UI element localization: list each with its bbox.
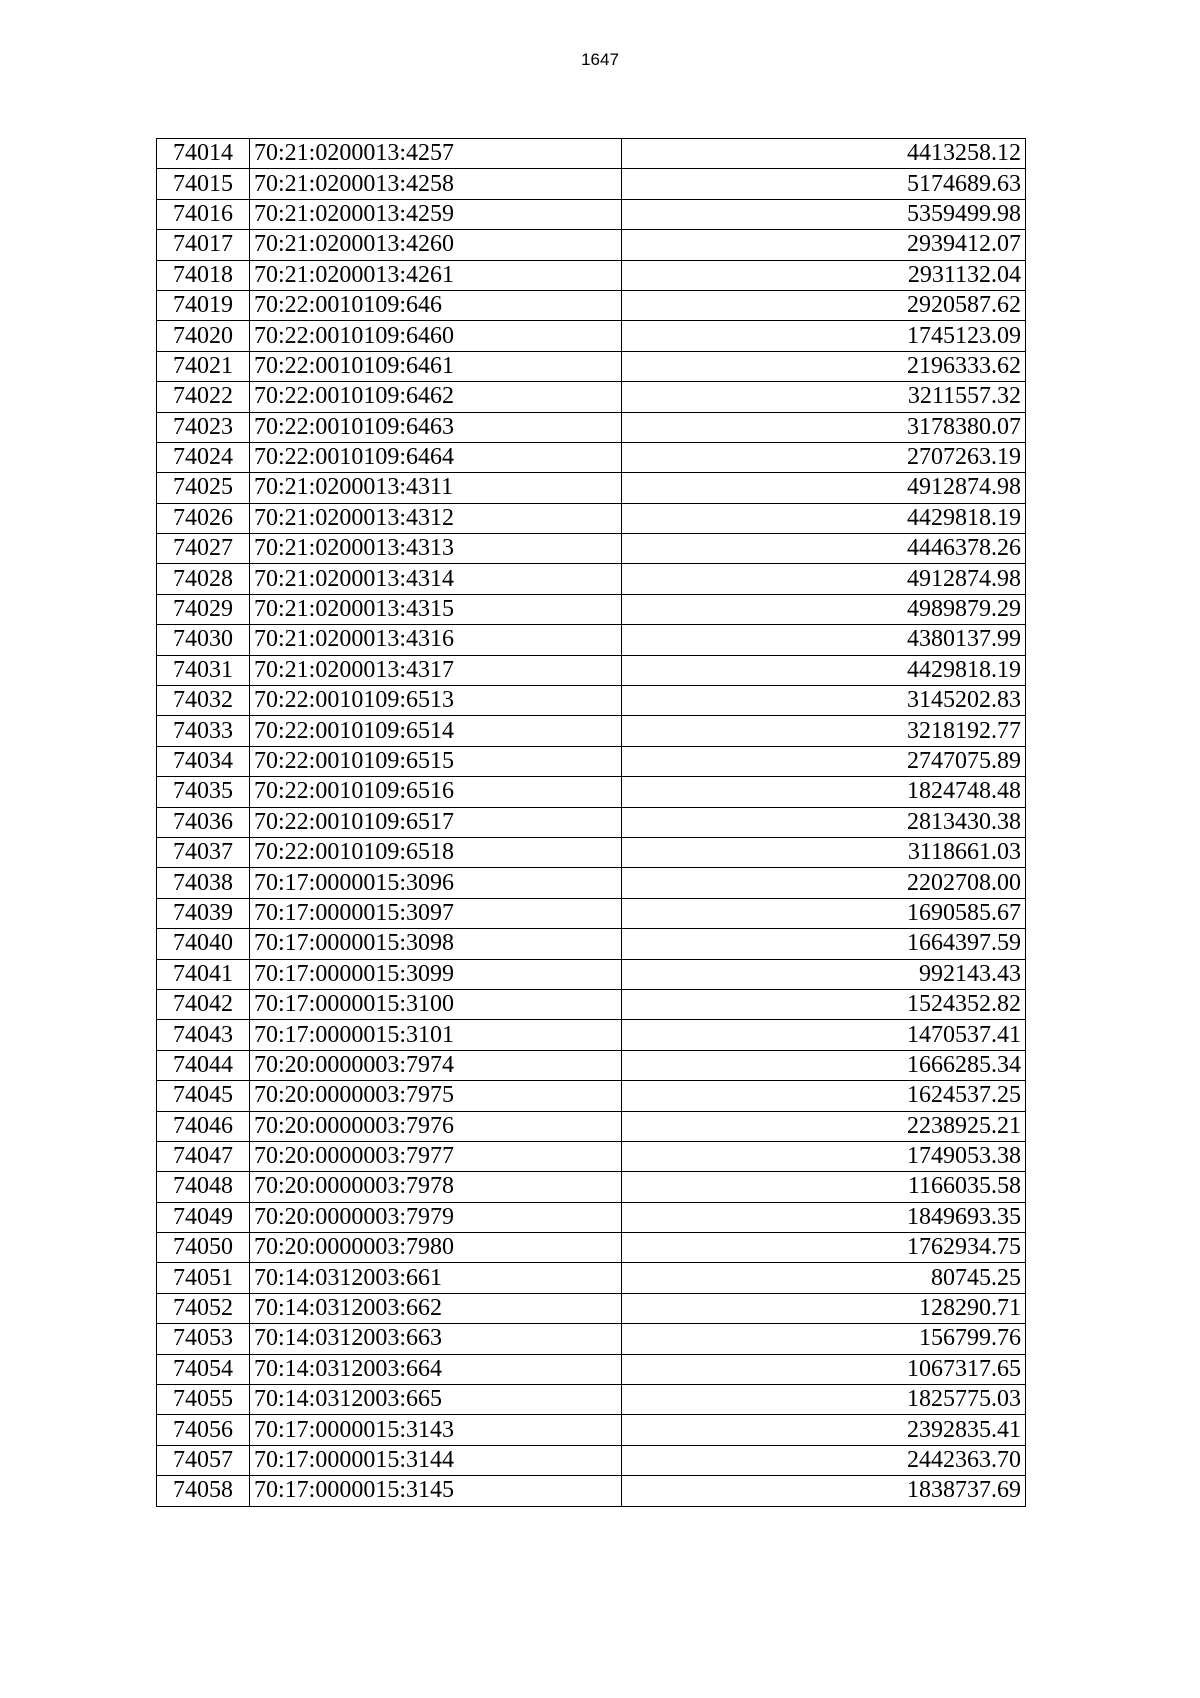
cadastral-number-cell: 70:22:0010109:6464 [250,442,622,472]
table-row [157,1445,1026,1475]
row-number-cell: 74051 [157,1263,250,1293]
row-number-cell: 74043 [157,1020,250,1050]
row-number-cell: 74058 [157,1476,250,1506]
cadastral-number-cell: 70:21:0200013:4258 [250,169,622,199]
cadastral-value-cell: 1824748.48 [622,777,1026,807]
cadastral-number-cell: 70:22:0010109:646 [250,290,622,320]
row-number-cell: 74018 [157,260,250,290]
row-number-cell: 74039 [157,898,250,928]
cadastral-number-cell: 70:17:0000015:3096 [250,868,622,898]
row-number-cell: 74038 [157,868,250,898]
table-row [157,959,1026,989]
cadastral-number-cell: 70:20:0000003:7976 [250,1111,622,1141]
cadastral-number-cell: 70:22:0010109:6518 [250,837,622,867]
cadastral-value-table [156,138,1026,1507]
row-number-cell: 74034 [157,746,250,776]
cadastral-value-cell: 992143.43 [622,959,1026,989]
row-number-cell: 74015 [157,169,250,199]
cadastral-value-cell: 2442363.70 [622,1445,1026,1475]
row-number-cell: 74055 [157,1385,250,1415]
cadastral-number-cell: 70:17:0000015:3097 [250,898,622,928]
cadastral-number-cell: 70:22:0010109:6461 [250,351,622,381]
table-row [157,777,1026,807]
table-row [157,929,1026,959]
row-number-cell: 74052 [157,1293,250,1323]
cadastral-value-cell: 2931132.04 [622,260,1026,290]
table-row [157,1354,1026,1384]
row-number-cell: 74030 [157,625,250,655]
cadastral-value-cell: 2392835.41 [622,1415,1026,1445]
table-row [157,898,1026,928]
row-number-cell: 74036 [157,807,250,837]
table-row [157,412,1026,442]
cadastral-value-cell: 2939412.07 [622,230,1026,260]
cadastral-value-cell: 1745123.09 [622,321,1026,351]
cadastral-number-cell: 70:17:0000015:3098 [250,929,622,959]
table-row [157,1324,1026,1354]
row-number-cell: 74048 [157,1172,250,1202]
table-row [157,1476,1026,1506]
cadastral-number-cell: 70:21:0200013:4257 [250,139,622,169]
cadastral-number-cell: 70:21:0200013:4311 [250,473,622,503]
row-number-cell: 74025 [157,473,250,503]
cadastral-value-cell: 1067317.65 [622,1354,1026,1384]
cadastral-value-cell: 4380137.99 [622,625,1026,655]
table-row [157,260,1026,290]
table-row [157,746,1026,776]
row-number-cell: 74037 [157,837,250,867]
table-row [157,1415,1026,1445]
cadastral-value-cell: 3178380.07 [622,412,1026,442]
table-row [157,1020,1026,1050]
cadastral-number-cell: 70:20:0000003:7980 [250,1233,622,1263]
row-number-cell: 74053 [157,1324,250,1354]
row-number-cell: 74044 [157,1050,250,1080]
table-row [157,868,1026,898]
row-number-cell: 74031 [157,655,250,685]
cadastral-number-cell: 70:21:0200013:4260 [250,230,622,260]
row-number-cell: 74045 [157,1081,250,1111]
row-number-cell: 74022 [157,382,250,412]
cadastral-number-cell: 70:20:0000003:7975 [250,1081,622,1111]
row-number-cell: 74017 [157,230,250,260]
table-row [157,686,1026,716]
cadastral-value-cell: 2707263.19 [622,442,1026,472]
row-number-cell: 74047 [157,1141,250,1171]
page-number: 1647 [581,50,619,69]
table-row [157,351,1026,381]
cadastral-number-cell: 70:14:0312003:664 [250,1354,622,1384]
table-row [157,230,1026,260]
table-row [157,837,1026,867]
cadastral-number-cell: 70:14:0312003:661 [250,1263,622,1293]
cadastral-number-cell: 70:21:0200013:4313 [250,534,622,564]
cadastral-number-cell: 70:22:0010109:6514 [250,716,622,746]
cadastral-value-cell: 2202708.00 [622,868,1026,898]
row-number-cell: 74032 [157,686,250,716]
cadastral-value-cell: 1838737.69 [622,1476,1026,1506]
row-number-cell: 74041 [157,959,250,989]
row-number-cell: 74035 [157,777,250,807]
row-number-cell: 74046 [157,1111,250,1141]
cadastral-number-cell: 70:14:0312003:663 [250,1324,622,1354]
cadastral-number-cell: 70:21:0200013:4317 [250,655,622,685]
cadastral-value-cell: 1470537.41 [622,1020,1026,1050]
row-number-cell: 74019 [157,290,250,320]
cadastral-number-cell: 70:22:0010109:6462 [250,382,622,412]
table-row [157,1081,1026,1111]
cadastral-value-cell: 4912874.98 [622,473,1026,503]
cadastral-value-cell: 3145202.83 [622,686,1026,716]
cadastral-number-cell: 70:17:0000015:3143 [250,1415,622,1445]
cadastral-number-cell: 70:22:0010109:6516 [250,777,622,807]
cadastral-number-cell: 70:21:0200013:4261 [250,260,622,290]
cadastral-number-cell: 70:17:0000015:3145 [250,1476,622,1506]
row-number-cell: 74026 [157,503,250,533]
cadastral-value-cell: 4446378.26 [622,534,1026,564]
cadastral-value-cell: 1524352.82 [622,989,1026,1019]
cadastral-value-cell: 2238925.21 [622,1111,1026,1141]
table-row [157,382,1026,412]
cadastral-value-cell: 2747075.89 [622,746,1026,776]
table-row [157,1111,1026,1141]
cadastral-value-cell: 156799.76 [622,1324,1026,1354]
cadastral-value-cell: 2920587.62 [622,290,1026,320]
cadastral-value-cell: 5359499.98 [622,199,1026,229]
cadastral-number-cell: 70:20:0000003:7978 [250,1172,622,1202]
table-row [157,1385,1026,1415]
row-number-cell: 74027 [157,534,250,564]
row-number-cell: 74050 [157,1233,250,1263]
row-number-cell: 74056 [157,1415,250,1445]
table-body [157,139,1026,1507]
row-number-cell: 74029 [157,594,250,624]
row-number-cell: 74042 [157,989,250,1019]
row-number-cell: 74023 [157,412,250,442]
table-row [157,989,1026,1019]
cadastral-number-cell: 70:21:0200013:4315 [250,594,622,624]
table-row [157,625,1026,655]
table-row [157,1141,1026,1171]
table-row [157,1172,1026,1202]
table-row [157,564,1026,594]
cadastral-value-cell: 4912874.98 [622,564,1026,594]
cadastral-number-cell: 70:20:0000003:7979 [250,1202,622,1232]
cadastral-number-cell: 70:22:0010109:6515 [250,746,622,776]
cadastral-value-cell: 1624537.25 [622,1081,1026,1111]
cadastral-number-cell: 70:21:0200013:4312 [250,503,622,533]
cadastral-number-cell: 70:22:0010109:6463 [250,412,622,442]
row-number-cell: 74040 [157,929,250,959]
row-number-cell: 74028 [157,564,250,594]
cadastral-number-cell: 70:22:0010109:6517 [250,807,622,837]
table-row [157,1233,1026,1263]
table-row [157,321,1026,351]
table-row [157,139,1026,169]
table-row [157,473,1026,503]
cadastral-value-cell: 4989879.29 [622,594,1026,624]
cadastral-value-cell: 1762934.75 [622,1233,1026,1263]
row-number-cell: 74020 [157,321,250,351]
table-row [157,1202,1026,1232]
table-row [157,169,1026,199]
cadastral-number-cell: 70:17:0000015:3144 [250,1445,622,1475]
table-row [157,442,1026,472]
cadastral-number-cell: 70:21:0200013:4314 [250,564,622,594]
cadastral-value-cell: 4429818.19 [622,655,1026,685]
cadastral-number-cell: 70:14:0312003:665 [250,1385,622,1415]
cadastral-value-cell: 80745.25 [622,1263,1026,1293]
cadastral-number-cell: 70:17:0000015:3099 [250,959,622,989]
cadastral-number-cell: 70:20:0000003:7974 [250,1050,622,1080]
cadastral-value-cell: 4413258.12 [622,139,1026,169]
cadastral-value-cell: 1664397.59 [622,929,1026,959]
table-row [157,1263,1026,1293]
row-number-cell: 74057 [157,1445,250,1475]
cadastral-value-cell: 1690585.67 [622,898,1026,928]
row-number-cell: 74024 [157,442,250,472]
cadastral-value-cell: 1666285.34 [622,1050,1026,1080]
row-number-cell: 74016 [157,199,250,229]
cadastral-number-cell: 70:14:0312003:662 [250,1293,622,1323]
table-row [157,199,1026,229]
cadastral-number-cell: 70:22:0010109:6513 [250,686,622,716]
row-number-cell: 74049 [157,1202,250,1232]
cadastral-value-cell: 3118661.03 [622,837,1026,867]
cadastral-value-cell: 3211557.32 [622,382,1026,412]
row-number-cell: 74014 [157,139,250,169]
cadastral-value-cell: 2196333.62 [622,351,1026,381]
cadastral-number-cell: 70:21:0200013:4259 [250,199,622,229]
row-number-cell: 74021 [157,351,250,381]
cadastral-value-cell: 2813430.38 [622,807,1026,837]
table-row [157,807,1026,837]
cadastral-value-cell: 4429818.19 [622,503,1026,533]
cadastral-number-cell: 70:20:0000003:7977 [250,1141,622,1171]
cadastral-value-cell: 1825775.03 [622,1385,1026,1415]
row-number-cell: 74054 [157,1354,250,1384]
cadastral-number-cell: 70:17:0000015:3100 [250,989,622,1019]
cadastral-value-cell: 3218192.77 [622,716,1026,746]
table-row [157,290,1026,320]
cadastral-value-cell: 1166035.58 [622,1172,1026,1202]
cadastral-number-cell: 70:17:0000015:3101 [250,1020,622,1050]
table-row [157,503,1026,533]
cadastral-value-cell: 128290.71 [622,1293,1026,1323]
table-row [157,594,1026,624]
table-row [157,1050,1026,1080]
table-row [157,716,1026,746]
table-row [157,1293,1026,1323]
cadastral-value-cell: 1849693.35 [622,1202,1026,1232]
cadastral-value-cell: 1749053.38 [622,1141,1026,1171]
cadastral-number-cell: 70:22:0010109:6460 [250,321,622,351]
table-row [157,534,1026,564]
row-number-cell: 74033 [157,716,250,746]
cadastral-value-cell: 5174689.63 [622,169,1026,199]
cadastral-number-cell: 70:21:0200013:4316 [250,625,622,655]
table-row [157,655,1026,685]
